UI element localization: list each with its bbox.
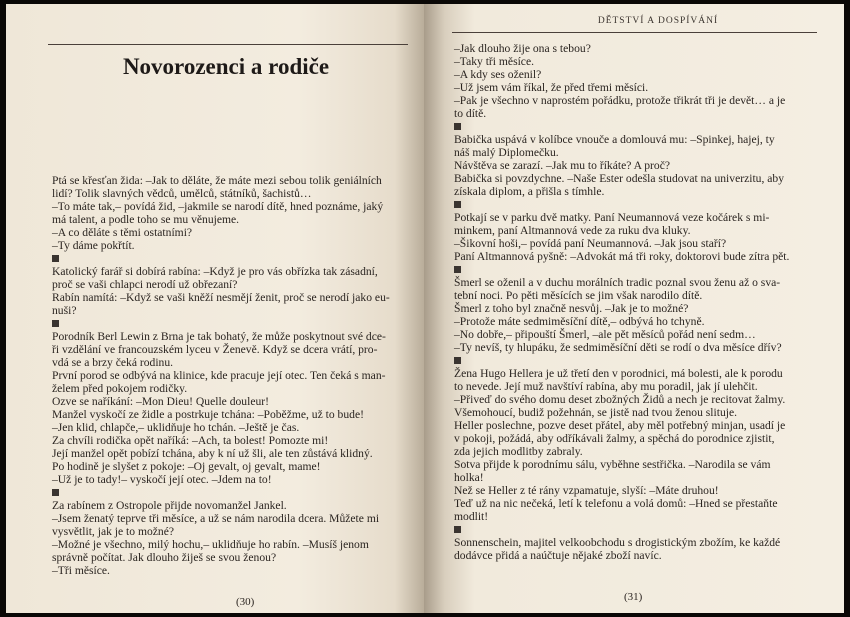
text-line: –A co děláte s těmi ostatními? xyxy=(52,226,193,239)
text-line: –Protože máte sedmiměsíční dítě,– odbývá ho tchyně. xyxy=(454,315,705,328)
section-separator-square xyxy=(52,489,59,496)
text-line: to dítě. xyxy=(454,107,487,120)
header-rule xyxy=(48,44,408,45)
text-line: Po hodině je slyšet z pokoje: –Oj gevalt, oj gevalt, mame! xyxy=(52,460,321,473)
section-separator-square xyxy=(52,320,59,327)
text-line: získala diplom, a přišla s tímhle. xyxy=(454,185,605,198)
text-line: Než se Heller z té rány vzpamatuje, slyší: –Máte druhou! xyxy=(454,484,719,497)
text-line: –Ty nevíš, ty hlupáku, že sedmiměsíční děti se rodí o dva měsíce dřív? xyxy=(454,341,782,354)
text-line: Šmerl se oženil a v duchu morálních tradic poznal svou ženu až o sva- xyxy=(454,276,781,289)
text-line: modlit! xyxy=(454,510,489,523)
text-line: Heller poslechne, pozve deset přátel, aby měl potřebný minjan, usadí je xyxy=(454,419,786,432)
text-line: Všemohoucí, budiž požehnán, se jistě nad tvou ženou slituje. xyxy=(454,406,738,419)
text-line: proč se vaši chlapci nerodí už obřezaní? xyxy=(52,278,238,291)
text-line: –Pak je všechno v naprostém pořádku, protože třikrát tři je devět… a je xyxy=(454,94,786,107)
text-line: Sotva přijde k porodnímu sálu, vyběhne sestřička. –Narodila se vám xyxy=(454,458,771,471)
section-separator-square xyxy=(454,266,461,273)
right-page xyxy=(424,4,844,613)
text-line: Paní Altmannová pyšně: –Advokát má tři roky, doktorovi bude zítra pět. xyxy=(454,250,790,263)
text-line: vdá se a brzy čeká rodinu. xyxy=(52,356,174,369)
text-line: ři vzdělání ve francouzském lyceu v Ženevě. Když se dcera vrátí, pro- xyxy=(52,343,378,356)
text-line: Porodník Berl Lewin z Brna je tak bohatý, že může poskytnout své dce- xyxy=(52,330,386,343)
text-line: –Taky tři měsíce. xyxy=(454,55,534,68)
section-separator-square xyxy=(454,123,461,130)
text-line: má talent, a podle toho se mu věnujeme. xyxy=(52,213,240,226)
text-line: –Už jsem vám říkal, že před třemi měsíci. xyxy=(454,81,649,94)
text-line: –Šikovní hoši,– povídá paní Neumannová. –Jak jsou staří? xyxy=(454,237,727,250)
text-line: nuši? xyxy=(52,304,77,317)
text-line: –Přiveď do svého domu deset zbožných Židů a nech je recitovat žalmy. xyxy=(454,393,786,406)
text-line: Za chvíli rodička opět naříká: –Ach, ta bolest! Pomozte mi! xyxy=(52,434,329,447)
section-separator-square xyxy=(454,357,461,364)
text-line: Za rabínem z Ostropole přijde novomanžel Jankel. xyxy=(52,499,287,512)
text-line: –To máte tak,– povídá žid, –jakmile se narodí dítě, hned poznáme, jaký xyxy=(52,200,384,213)
section-separator-square xyxy=(52,255,59,262)
left-body-text xyxy=(52,174,390,577)
text-line: –Jak dlouho žije ona s tebou? xyxy=(454,42,591,55)
page-number: (31) xyxy=(624,591,643,603)
text-line: to nevede. Její muž navštíví rabína, aby mu poradil, jak jí ulehčit. xyxy=(454,380,758,393)
text-line: –Jsem ženatý teprve tři měsíce, a už se nám narodila dcera. Můžete mi xyxy=(52,512,380,525)
text-line: –A kdy ses oženil? xyxy=(454,68,542,81)
text-line: dodávce přidá a naúčtuje nějaké zboží navíc. xyxy=(454,549,662,562)
text-line: Její manžel opět pobízí tchána, aby k ní už šli, ale ten zůstává klidný. xyxy=(52,447,373,460)
text-line: První porod se odbývá na klinice, kde pracuje její otec. Ten čeká s man- xyxy=(52,369,386,382)
text-line: vysvětlit, jak je to možné? xyxy=(52,525,175,538)
section-separator-square xyxy=(454,201,461,208)
text-line: Potkají se v parku dvě matky. Paní Neumannová veze kočárek s mi- xyxy=(454,211,770,224)
text-line: Rabín namítá: –Když se vaši kněží nesmějí ženit, proč se nerodí jako eu- xyxy=(52,291,390,304)
text-line: Šmerl z toho byl značně nesvůj. –Jak je to možné? xyxy=(454,302,689,315)
text-line: Žena Hugo Hellera je už třetí den v porodnici, má bolesti, ale k porodu xyxy=(454,367,783,380)
text-line: Ozve se naříkání: –Mon Dieu! Quelle douleur! xyxy=(52,395,269,408)
text-line: zda jejich modlitby zabraly. xyxy=(454,445,583,458)
text-line: v pokoji, požádá, aby odříkávali žalmy, a spěchá do porodnice zjistit, xyxy=(454,432,775,445)
text-line: želem před pokojem rodičky. xyxy=(52,382,188,395)
left-page xyxy=(6,4,424,613)
text-line: náš malý Diplomečku. xyxy=(454,146,559,159)
section-separator-square xyxy=(454,526,461,533)
text-line: –Tři měsíce. xyxy=(52,564,110,577)
text-line: Babička si povzdychne. –Naše Ester odešla studovat na univerzitu, aby xyxy=(454,172,785,185)
text-line: –Možné je všechno, milý hochu,– uklidňuje ho rabín. –Musíš jenom xyxy=(52,538,369,551)
chapter-title: Novorozenci a rodiče xyxy=(122,54,330,79)
text-line: Babička uspává v kolíbce vnouče a domlouvá mu: –Spinkej, hajej, ty xyxy=(454,133,775,146)
page-number: (30) xyxy=(236,596,255,608)
text-line: –No dobře,– připouští Šmerl, –ale pět měsíců pořád není sedm… xyxy=(454,328,756,341)
text-line: Manžel vyskočí ze židle a postrkuje tchána: –Poběžme, už to bude! xyxy=(52,408,364,421)
text-line: holka! xyxy=(454,471,484,484)
text-line: Teď už na nic nečeká, letí k telefonu a volá domů: –Hned se přestaňte xyxy=(454,497,778,510)
text-line: Návštěva se zarazí. –Jak mu to říkáte? A proč? xyxy=(454,159,671,172)
text-line: správně počítat. Jak dlouho žiješ se svou ženou? xyxy=(52,551,277,564)
text-line: Katolický farář si dobírá rabína: –Když je pro vás obřízka tak zásadní, xyxy=(52,265,378,278)
text-line: –Jen klid, chlapče,– uklidňuje ho tchán. –Ještě je čas. xyxy=(52,421,300,434)
text-line: –Ty dáme pokřtít. xyxy=(52,239,135,252)
text-line: Ptá se křesťan žida: –Jak to děláte, že máte mezi sebou tolik geniálních xyxy=(52,174,382,187)
text-line: –Už je to tady!– vyskočí její otec. –Jdem na to! xyxy=(52,473,272,486)
text-line: minkem, paní Altmannová vede za ruku dva kluky. xyxy=(454,224,691,237)
right-body-text xyxy=(454,42,789,562)
text-line: lidí? Tolik slavných vědců, umělců, státníků, šachistů… xyxy=(52,187,312,200)
text-line: tební noci. Po pěti měsících se jim však narodilo dítě. xyxy=(454,289,703,302)
running-head: DĚTSTVÍ A DOSPÍVÁNÍ xyxy=(597,16,719,26)
header-rule xyxy=(452,32,817,33)
text-line: Sonnenschein, majitel velkoobchodu s drogistickým zbožím, ke každé xyxy=(454,536,781,549)
